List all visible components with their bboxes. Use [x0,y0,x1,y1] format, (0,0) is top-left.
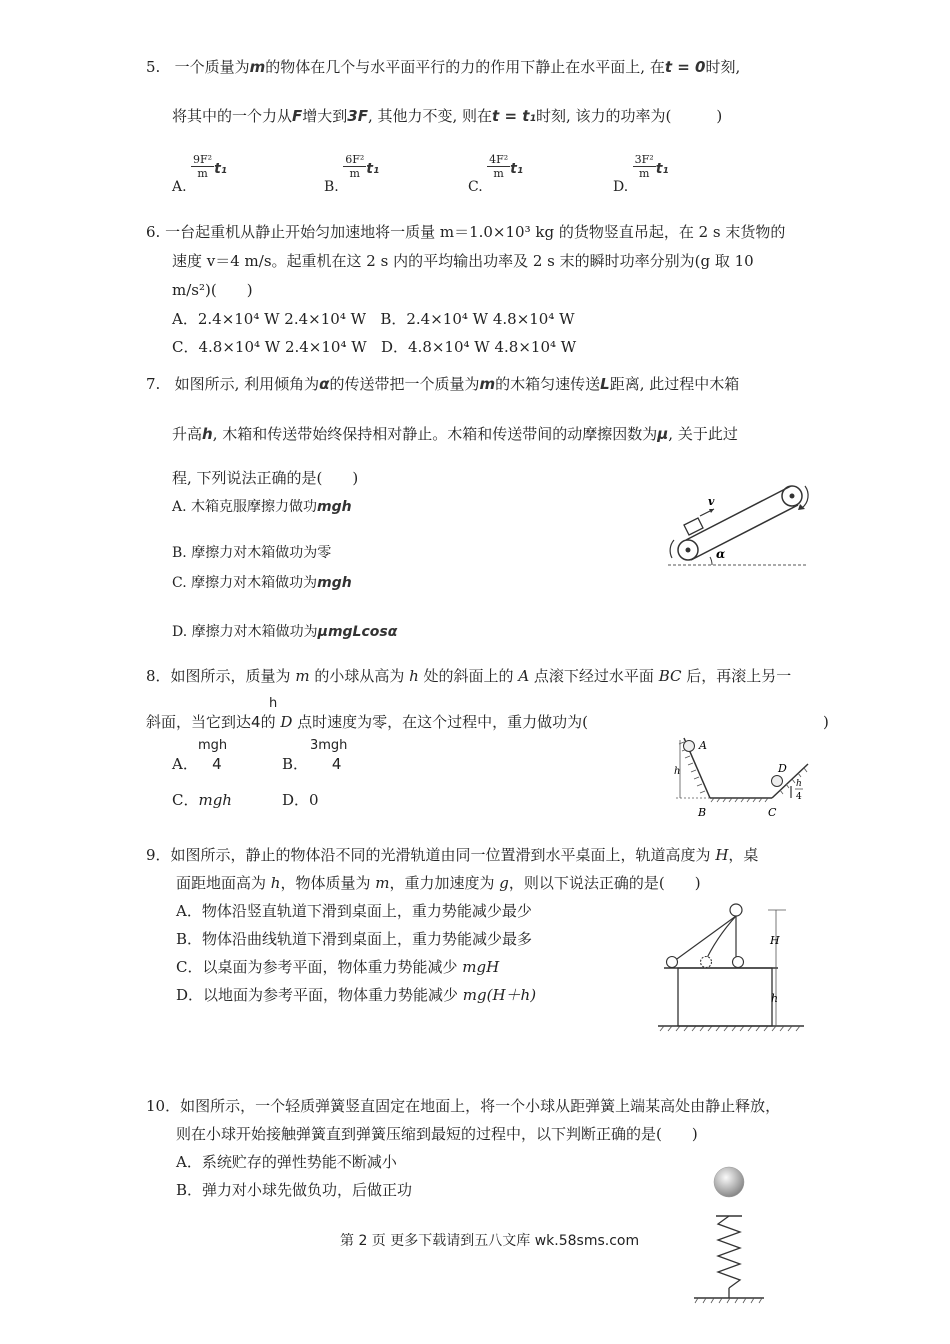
q8-option-label: B． [282,755,309,773]
q8-option-d[interactable]: D．0 [282,791,319,809]
q7-option-d-text: D. 摩擦力对木箱做功为 [172,624,318,640]
q5-option-label: C. [468,179,483,195]
q6-line2: 速度 v＝4 m/s。起重机在这 2 s 内的平均输出功率及 2 s 末的瞬时功率分别为(g 取 10 [172,252,754,270]
q9-option-c-text: C．以桌面为参考平面，物体重力势能减少 [176,958,463,976]
q7-text: 的木箱匀速传送 [495,375,601,393]
q6-option-d-text: D．4.8×10⁴ W 4.8×10⁴ W [380,338,577,356]
q10-spring-figure [690,1164,780,1304]
q7-text: , 木箱和传送带始终保持相对静止。木箱和传送带间的动摩擦因数为 [212,425,658,443]
belt-top [686,486,791,540]
q7-option-c-text: C. 摩擦力对木箱做功为 [172,575,318,591]
ball-at-d [772,776,783,787]
q8-text: 处的斜面上的 [418,667,519,685]
q9-sym: m [375,874,390,892]
q8-text: 8．如图所示，质量为 [146,667,296,685]
q5-sym-3F: 3F [347,107,368,125]
q8-option-label: C． [172,791,199,809]
q8-option-b[interactable] [282,754,341,774]
q9-option-d[interactable] [176,985,536,1005]
q5-option-fraction [487,153,510,180]
q5-option-label: B. [324,179,339,195]
label-H: H [770,934,780,947]
fraction-numerator: 4F² [489,153,509,166]
spring-coil [718,1216,740,1288]
q8-fraction-denominator: 4 [251,713,261,731]
q5-line2 [172,106,722,126]
q7-option-a-sym: mgh [317,499,352,515]
label-h: h [771,992,779,1005]
q6-option-b-text: B．2.4×10⁴ W 4.8×10⁴ W [380,310,575,328]
q9-track-figure [656,898,806,1030]
q7-sym-m: m [479,375,496,393]
q9-option-c-sym: mgH [462,958,500,976]
q8-sym: D [280,713,293,731]
q5-text: , 其他力不变, 则在 [367,107,493,125]
angle-label: α [716,547,726,561]
q8-sym: A [518,667,530,685]
q8-text: 的小球从高为 [309,667,410,685]
belt-bottom [691,505,798,560]
q5-option-tail: t₁ [214,161,227,177]
q8-text: 后，再滚上另一 [681,667,792,685]
label-h4-numerator: h [796,779,802,789]
object-end-1 [667,957,678,968]
q8-option-a[interactable] [172,754,222,774]
label-d: D [778,762,787,775]
q8-option-c[interactable] [172,790,232,810]
q6-option-c[interactable] [172,337,576,357]
q5-text: 增大到 [302,107,348,125]
q5-option-fraction [343,153,366,180]
q8-sym: h [409,667,419,685]
q9-text: ，桌 [728,846,759,864]
q5-option-b[interactable] [324,153,379,195]
label-h: h [674,766,681,777]
q7-option-d[interactable] [172,622,397,642]
q6-option-c-text: C．4.8×10⁴ W 2.4×10⁴ W [172,338,367,356]
q5-option-label: D. [613,179,629,195]
q5-option-tail: t₁ [366,161,380,177]
q7-option-c[interactable] [172,573,352,593]
q5-option-label: A. [172,179,187,195]
q8-sym: m [295,667,310,685]
label-a: A [699,739,707,752]
q7-option-a-text: A. 木箱克服摩擦力做功 [172,499,318,515]
q5-option-fraction [633,153,656,180]
q5-sym-t0: t = 0 [664,58,706,76]
q5-sym-t1: t = t₁ [492,107,536,125]
q9-option-a[interactable]: A．物体沿竖直轨道下滑到桌面上，重力势能减少最少 [176,902,532,920]
q7-line2 [172,424,738,444]
q9-text: ，物体质量为 [280,874,376,892]
q5-option-tail: t₁ [655,161,669,177]
q5-text: 一个质量为 [174,58,250,76]
q9-text: 面距地面高为 [176,874,271,892]
label-h4-denominator: 4 [796,792,802,802]
q9-option-d-sym: mg(H＋h) [462,986,537,1004]
fraction-numerator: 9F² [193,153,213,166]
q5-line1 [146,57,740,77]
q8-option-a-denominator: 4 [212,755,222,773]
rotation-arrow-icon [670,540,674,558]
q9-option-d-text: D．以地面为参考平面，物体重力势能减少 [176,986,463,1004]
q5-sym-m: m [249,58,266,76]
object-top [730,904,742,916]
q5-text: 时刻, 该力的功率为( ) [535,107,723,125]
q5-option-tail: t₁ [510,161,523,177]
velocity-label: v [708,495,715,508]
fraction-denominator: m [349,167,360,180]
table [678,968,772,1026]
q10-line2: 则在小球开始接触弹簧直到弹簧压缩到最短的过程中，以下判断正确的是( ) [176,1125,698,1143]
q5-option-a[interactable] [172,153,227,195]
q9-sym: H [715,846,729,864]
q5-text: 的物体在几个与水平面平行的力的作用下静止在水平面上, 在 [265,58,665,76]
q8-text: 的 [260,713,281,731]
q8-slope-figure [662,732,817,822]
q5-option-c[interactable] [468,153,523,195]
q7-text: 升高 [172,425,203,443]
q7-option-b[interactable] [172,543,331,563]
upper-roller-axle [790,494,795,499]
fraction-denominator: m [197,167,208,180]
ball [714,1167,744,1197]
q8-sym: BC [658,667,682,685]
q6-line3: m/s²)( ) [172,281,253,299]
q5-text: 将其中的一个力从 [172,107,293,125]
lower-roller-axle [686,548,691,553]
q7-conveyor-figure [660,478,810,570]
q10-line1: 10．如图所示，一个轻质弹簧竖直固定在地面上，将一个小球从距弹簧上端某高处由静止释放， [146,1097,781,1115]
q5-number: 5. [146,58,161,76]
q9-text: ，则以下说法正确的是( ) [508,874,701,892]
q9-line2 [176,873,701,893]
q7-line1 [146,374,739,394]
q8-text: 斜面，当它到达 [146,713,252,731]
q9-option-b[interactable]: B．物体沿曲线轨道下滑到桌面上，重力势能减少最多 [176,930,533,948]
q7-number: 7. [146,375,161,393]
q9-line1 [146,845,758,865]
q5-text: 时刻, [705,58,741,76]
q7-option-b-text: B. 摩擦力对木箱做功为零 [172,545,332,561]
object-end-3 [733,957,744,968]
q10-option-a[interactable]: A．系统贮存的弹性势能不断减小 [176,1153,397,1171]
label-b: B [698,806,707,819]
q8-line1 [146,666,791,686]
q9-sym: g [499,874,509,892]
object-end-2 [701,957,712,968]
q7-sym-mu: μ [657,425,669,443]
q10-option-b[interactable]: B．弹力对小球先做负功，后做正功 [176,1181,413,1199]
fraction-numerator: 3F² [634,153,654,166]
q8-option-label: A． [172,755,198,773]
q8-option-a-numerator: mgh [198,738,228,753]
q5-sym-F: F [292,107,303,125]
q7-text: 如图所示, 利用倾角为 [174,375,320,393]
q7-text: , 关于此过 [668,425,738,443]
q8-line2 [146,712,588,732]
q7-text: 的传送带把一个质量为 [329,375,480,393]
q8-option-b-denominator: 4 [331,755,342,773]
q6-option-a-text: A．2.4×10⁴ W 2.4×10⁴ W [172,310,367,328]
q7-sym-L: L [600,375,610,393]
q8-option-c-value: mgh [198,791,232,809]
q7-option-d-sym: μmgLcosα [317,624,398,640]
q7-text: 距离, 此过程中木箱 [609,375,740,393]
q8-option-b-numerator: 3mgh [310,738,348,753]
q8-fraction-numerator: h [269,696,278,711]
q9-text: ，重力加速度为 [389,874,500,892]
q8-text: 点滚下经过水平面 [529,667,659,685]
q8-close-paren: ) [823,713,829,731]
rotation-arrow-icon [802,486,808,508]
q9-option-c[interactable] [176,957,499,977]
q6-option-a[interactable] [172,309,575,329]
q5-option-fraction [191,153,214,180]
q7-option-a[interactable] [172,497,352,517]
q7-line3: 程, 下列说法正确的是( ) [172,469,359,487]
label-c: C [768,806,777,819]
curved-track [704,916,736,964]
q8-text: 点时速度为零，在这个过程中，重力做功为( [292,713,588,731]
angle-arc [710,557,712,565]
page-footer: 第 2 页 更多下载请到五八文库 wk.58sms.com [340,1233,640,1249]
q6-line1: 6. 一台起重机从静止开始匀加速地将一质量 m＝1.0×10³ kg 的货物竖直吊起，在 2 s 末货物的 [146,223,786,241]
q7-sym-alpha: α [319,375,330,393]
fraction-numerator: 6F² [345,153,365,166]
q7-sym-h: h [202,425,213,443]
q5-option-d[interactable] [613,153,669,195]
q7-option-c-sym: mgh [317,575,352,591]
fraction-denominator: m [493,167,504,180]
q9-text: 9．如图所示，静止的物体沿不同的光滑轨道由同一位置滑到水平桌面上，轨道高度为 [146,846,716,864]
fraction-denominator: m [638,167,650,180]
q9-sym: h [270,874,281,892]
ball-at-a [684,741,695,752]
